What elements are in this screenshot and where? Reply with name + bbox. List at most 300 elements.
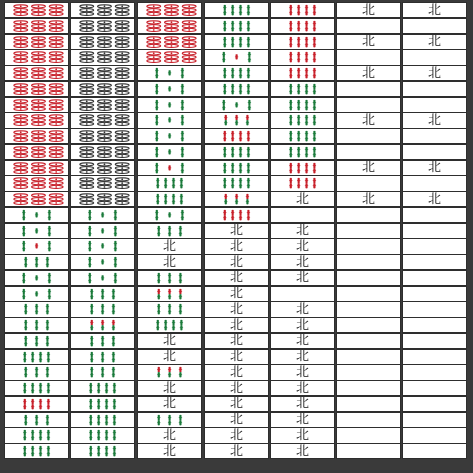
bamboo-8-tile[interactable]: [4, 427, 69, 443]
north-wind-tile[interactable]: [402, 65, 467, 81]
north-wind-tile[interactable]: [204, 238, 269, 254]
bamboo-5-icon: [205, 50, 268, 64]
empty-slot: [336, 443, 401, 459]
bamboo-4-icon: [138, 82, 201, 96]
north-wind-glyph: 北: [295, 364, 309, 380]
north-wind-tile[interactable]: [270, 333, 335, 349]
north-wind-glyph: 北: [229, 380, 243, 396]
bamboo-8-icon: [5, 381, 68, 395]
north-wind-tile[interactable]: [137, 396, 202, 412]
empty-slot: [336, 128, 401, 144]
bamboo-8-tile[interactable]: [70, 412, 135, 428]
circles-suit-icon: [5, 98, 68, 112]
bamboo-8-red-icon: [205, 129, 268, 143]
bamboo-6-red-icon: [205, 192, 268, 206]
circles-suit-tile[interactable]: [4, 160, 69, 176]
bamboo-6-tile[interactable]: [137, 223, 202, 239]
circles-suit-tile[interactable]: [4, 191, 69, 207]
bamboo-8-icon: [138, 192, 201, 206]
north-wind-tile[interactable]: [204, 380, 269, 396]
circles-suit-icon: [5, 145, 68, 159]
bamboo-4-tile[interactable]: [137, 81, 202, 97]
bamboo-6-icon: [5, 365, 68, 379]
north-wind-glyph: 北: [162, 427, 176, 443]
bamboo-4-tile[interactable]: [4, 207, 69, 223]
bamboo-8-icon: [71, 428, 134, 442]
north-wind-glyph: 北: [361, 160, 375, 176]
circles-suit-icon: [5, 19, 68, 33]
bamboo-8-icon: [71, 381, 134, 395]
bamboo-8-red-icon: [271, 3, 334, 17]
bamboo-6-icon: [5, 318, 68, 332]
empty-slot: [336, 207, 401, 223]
north-wind-tile[interactable]: [204, 349, 269, 365]
north-wind-glyph: 北: [229, 317, 243, 333]
bamboo-6-tile[interactable]: [4, 301, 69, 317]
circles-suit-tile[interactable]: [70, 97, 135, 113]
bamboo-4-icon: [71, 208, 134, 222]
bamboo-6-icon: [5, 255, 68, 269]
north-wind-glyph: 北: [295, 443, 309, 459]
empty-slot: [402, 412, 467, 428]
north-wind-tile[interactable]: [336, 34, 401, 50]
north-wind-glyph: 北: [229, 270, 243, 286]
bamboo-6-red-icon: [205, 113, 268, 127]
bamboo-8-red-tile[interactable]: [270, 175, 335, 191]
north-wind-glyph: 北: [427, 2, 441, 18]
north-wind-glyph: 北: [295, 301, 309, 317]
bamboo-4-icon: [138, 98, 201, 112]
bamboo-6-tile[interactable]: [137, 270, 202, 286]
circles-suit-tile[interactable]: [4, 18, 69, 34]
circles-suit-icon: [5, 113, 68, 127]
north-wind-tile[interactable]: [204, 270, 269, 286]
bamboo-6-tile[interactable]: [70, 301, 135, 317]
north-wind-tile[interactable]: [336, 112, 401, 128]
circles-suit-icon: [5, 66, 68, 80]
bamboo-4-icon: [5, 224, 68, 238]
bamboo-8-tile[interactable]: [204, 34, 269, 50]
empty-slot: [402, 254, 467, 270]
bamboo-4-tile[interactable]: [137, 144, 202, 160]
bamboo-6-tile[interactable]: [70, 333, 135, 349]
north-wind-tile[interactable]: [270, 349, 335, 365]
circles-suit-tile[interactable]: [70, 65, 135, 81]
empty-slot: [402, 333, 467, 349]
bamboo-5-icon: [5, 239, 68, 253]
north-wind-glyph: 北: [295, 270, 309, 286]
north-wind-tile[interactable]: [204, 364, 269, 380]
bamboo-8-icon: [205, 3, 268, 17]
north-wind-glyph: 北: [229, 412, 243, 428]
circles-suit-tile[interactable]: [4, 34, 69, 50]
circles-suit-tile[interactable]: [4, 81, 69, 97]
bamboo-6-icon: [71, 350, 134, 364]
empty-slot: [336, 333, 401, 349]
circles-suit-tile[interactable]: [137, 2, 202, 18]
north-wind-glyph: 北: [427, 65, 441, 81]
north-wind-glyph: 北: [427, 160, 441, 176]
circles-suit-tile[interactable]: [70, 128, 135, 144]
north-wind-glyph: 北: [229, 333, 243, 349]
bamboo-5-tile[interactable]: [4, 238, 69, 254]
bamboo-8-icon: [138, 176, 201, 190]
bamboo-6-red-icon: [71, 318, 134, 332]
circles-suit-icon: [71, 66, 134, 80]
north-wind-glyph: 北: [229, 396, 243, 412]
circles-suit-icon: [138, 19, 201, 33]
empty-slot: [336, 144, 401, 160]
bamboo-8-tile[interactable]: [270, 97, 335, 113]
empty-slot: [336, 223, 401, 239]
north-wind-tile[interactable]: [204, 396, 269, 412]
bamboo-8-red-icon: [271, 176, 334, 190]
north-wind-glyph: 北: [295, 238, 309, 254]
bamboo-4-tile[interactable]: [137, 207, 202, 223]
north-wind-glyph: 北: [162, 396, 176, 412]
bamboo-6-red-tile[interactable]: [137, 364, 202, 380]
circles-suit-tile[interactable]: [70, 112, 135, 128]
bamboo-8-tile[interactable]: [204, 65, 269, 81]
north-wind-glyph: 北: [162, 238, 176, 254]
bamboo-8-tile[interactable]: [204, 2, 269, 18]
north-wind-tile[interactable]: [270, 223, 335, 239]
circles-suit-icon: [71, 19, 134, 33]
bamboo-8-tile[interactable]: [270, 128, 335, 144]
north-wind-glyph: 北: [162, 333, 176, 349]
empty-slot: [336, 412, 401, 428]
circles-suit-icon: [71, 82, 134, 96]
north-wind-tile[interactable]: [336, 65, 401, 81]
empty-slot: [402, 97, 467, 113]
bamboo-8-red-tile[interactable]: [204, 207, 269, 223]
north-wind-tile[interactable]: [270, 254, 335, 270]
north-wind-tile[interactable]: [402, 34, 467, 50]
circles-suit-icon: [71, 98, 134, 112]
bamboo-8-red-tile[interactable]: [270, 49, 335, 65]
north-wind-tile[interactable]: [137, 427, 202, 443]
bamboo-6-tile[interactable]: [4, 364, 69, 380]
north-wind-tile[interactable]: [270, 317, 335, 333]
north-wind-tile[interactable]: [270, 191, 335, 207]
bamboo-6-icon: [71, 365, 134, 379]
bamboo-6-red-tile[interactable]: [70, 317, 135, 333]
bamboo-4-icon: [5, 208, 68, 222]
bamboo-6-tile[interactable]: [4, 412, 69, 428]
bamboo-8-icon: [71, 413, 134, 427]
north-wind-tile[interactable]: [137, 443, 202, 459]
north-wind-glyph: 北: [361, 34, 375, 50]
north-wind-tile[interactable]: [402, 191, 467, 207]
bamboo-4-tile[interactable]: [4, 286, 69, 302]
circles-suit-tile[interactable]: [70, 81, 135, 97]
north-wind-tile[interactable]: [204, 333, 269, 349]
bamboo-8-tile[interactable]: [4, 443, 69, 459]
bamboo-4-tile[interactable]: [4, 223, 69, 239]
bamboo-4-icon: [5, 271, 68, 285]
north-wind-tile[interactable]: [204, 443, 269, 459]
bamboo-8-red-icon: [271, 161, 334, 175]
north-wind-glyph: 北: [295, 412, 309, 428]
north-wind-tile[interactable]: [270, 427, 335, 443]
north-wind-tile[interactable]: [204, 286, 269, 302]
bamboo-4-tile[interactable]: [70, 254, 135, 270]
north-wind-glyph: 北: [229, 443, 243, 459]
circles-suit-icon: [5, 129, 68, 143]
north-wind-glyph: 北: [361, 2, 375, 18]
circles-suit-tile[interactable]: [4, 97, 69, 113]
bamboo-6-tile[interactable]: [4, 254, 69, 270]
north-wind-tile[interactable]: [336, 191, 401, 207]
north-wind-tile[interactable]: [336, 160, 401, 176]
bamboo-8-tile[interactable]: [270, 81, 335, 97]
circles-suit-icon: [5, 3, 68, 17]
empty-slot: [402, 81, 467, 97]
bamboo-6-red-tile[interactable]: [204, 191, 269, 207]
bamboo-8-icon: [271, 82, 334, 96]
empty-slot: [402, 270, 467, 286]
circles-suit-tile[interactable]: [137, 34, 202, 50]
bamboo-8-icon: [205, 161, 268, 175]
north-wind-glyph: 北: [162, 380, 176, 396]
empty-slot: [336, 286, 401, 302]
bamboo-4-tile[interactable]: [204, 97, 269, 113]
bamboo-4-icon: [138, 145, 201, 159]
bamboo-6-tile[interactable]: [137, 412, 202, 428]
bamboo-8-tile[interactable]: [204, 160, 269, 176]
circles-suit-icon: [71, 176, 134, 190]
bamboo-4-tile[interactable]: [70, 207, 135, 223]
empty-slot: [402, 175, 467, 191]
circles-suit-tile[interactable]: [4, 175, 69, 191]
north-wind-glyph: 北: [427, 34, 441, 50]
bamboo-6-tile[interactable]: [70, 364, 135, 380]
north-wind-tile[interactable]: [270, 270, 335, 286]
bamboo-8-icon: [71, 444, 134, 458]
north-wind-tile[interactable]: [204, 223, 269, 239]
bamboo-8-tile[interactable]: [204, 18, 269, 34]
bamboo-8-red-tile[interactable]: [270, 34, 335, 50]
circles-suit-tile[interactable]: [4, 128, 69, 144]
north-wind-tile[interactable]: [270, 412, 335, 428]
bamboo-6-tile[interactable]: [70, 286, 135, 302]
empty-slot: [336, 254, 401, 270]
bamboo-4-tile[interactable]: [137, 97, 202, 113]
empty-slot: [336, 349, 401, 365]
north-wind-tile[interactable]: [137, 333, 202, 349]
bamboo-8-icon: [205, 66, 268, 80]
north-wind-tile[interactable]: [137, 380, 202, 396]
bamboo-6-tile[interactable]: [70, 349, 135, 365]
empty-slot: [402, 207, 467, 223]
north-wind-tile[interactable]: [336, 2, 401, 18]
bamboo-8-tile[interactable]: [137, 175, 202, 191]
bamboo-8-red-tile[interactable]: [270, 18, 335, 34]
north-wind-tile[interactable]: [137, 254, 202, 270]
bamboo-8-tile[interactable]: [137, 317, 202, 333]
north-wind-glyph: 北: [162, 254, 176, 270]
bamboo-8-tile[interactable]: [4, 349, 69, 365]
bamboo-8-icon: [205, 35, 268, 49]
circles-suit-tile[interactable]: [70, 175, 135, 191]
circles-suit-icon: [71, 3, 134, 17]
north-wind-glyph: 北: [229, 364, 243, 380]
bamboo-4-icon: [71, 271, 134, 285]
north-wind-glyph: 北: [361, 112, 375, 128]
bamboo-4-tile[interactable]: [70, 223, 135, 239]
empty-slot: [402, 427, 467, 443]
bamboo-8-tile[interactable]: [70, 427, 135, 443]
bamboo-8-icon: [138, 318, 201, 332]
bamboo-6-icon: [138, 271, 201, 285]
north-wind-glyph: 北: [295, 317, 309, 333]
circles-suit-icon: [5, 35, 68, 49]
north-wind-tile[interactable]: [137, 349, 202, 365]
circles-suit-tile[interactable]: [4, 65, 69, 81]
circles-suit-icon: [5, 192, 68, 206]
bamboo-5-tile[interactable]: [137, 160, 202, 176]
north-wind-tile[interactable]: [402, 160, 467, 176]
bamboo-6-tile[interactable]: [4, 333, 69, 349]
empty-slot: [336, 396, 401, 412]
bamboo-4-icon: [138, 208, 201, 222]
circles-suit-tile[interactable]: [4, 2, 69, 18]
empty-slot: [270, 286, 335, 302]
bamboo-6-red-tile[interactable]: [204, 112, 269, 128]
bamboo-8-tile[interactable]: [70, 443, 135, 459]
north-wind-glyph: 北: [295, 380, 309, 396]
bamboo-8-tile[interactable]: [270, 112, 335, 128]
bamboo-6-icon: [138, 224, 201, 238]
bamboo-8-tile[interactable]: [204, 175, 269, 191]
bamboo-8-tile[interactable]: [204, 81, 269, 97]
bamboo-8-tile[interactable]: [204, 144, 269, 160]
north-wind-glyph: 北: [229, 286, 243, 302]
circles-suit-tile[interactable]: [4, 49, 69, 65]
circles-suit-icon: [71, 35, 134, 49]
empty-slot: [336, 380, 401, 396]
bamboo-8-tile[interactable]: [4, 380, 69, 396]
bamboo-8-tile[interactable]: [270, 144, 335, 160]
bamboo-6-icon: [5, 413, 68, 427]
bamboo-8-icon: [205, 145, 268, 159]
north-wind-tile[interactable]: [270, 396, 335, 412]
north-wind-tile[interactable]: [270, 380, 335, 396]
north-wind-tile[interactable]: [204, 427, 269, 443]
bamboo-6-tile[interactable]: [4, 317, 69, 333]
bamboo-8-red-tile[interactable]: [4, 396, 69, 412]
circles-suit-icon: [138, 50, 201, 64]
bamboo-4-icon: [138, 129, 201, 143]
bamboo-4-tile[interactable]: [70, 238, 135, 254]
bamboo-8-red-icon: [271, 19, 334, 33]
circles-suit-icon: [5, 176, 68, 190]
north-wind-tile[interactable]: [270, 238, 335, 254]
bamboo-6-red-icon: [138, 287, 201, 301]
north-wind-tile[interactable]: [204, 317, 269, 333]
north-wind-tile[interactable]: [270, 301, 335, 317]
empty-slot: [402, 286, 467, 302]
bamboo-8-tile[interactable]: [70, 380, 135, 396]
bamboo-6-tile[interactable]: [137, 301, 202, 317]
bamboo-5-tile[interactable]: [204, 49, 269, 65]
north-wind-glyph: 北: [162, 443, 176, 459]
bamboo-4-tile[interactable]: [70, 270, 135, 286]
north-wind-glyph: 北: [427, 112, 441, 128]
circles-suit-icon: [138, 35, 201, 49]
north-wind-tile[interactable]: [270, 443, 335, 459]
north-wind-tile[interactable]: [402, 2, 467, 18]
bamboo-8-tile[interactable]: [137, 191, 202, 207]
north-wind-tile[interactable]: [402, 112, 467, 128]
circles-suit-tile[interactable]: [70, 18, 135, 34]
north-wind-glyph: 北: [295, 333, 309, 349]
bamboo-4-tile[interactable]: [137, 128, 202, 144]
circles-suit-tile[interactable]: [4, 144, 69, 160]
circles-suit-tile[interactable]: [70, 2, 135, 18]
bamboo-4-tile[interactable]: [137, 65, 202, 81]
north-wind-glyph: 北: [229, 349, 243, 365]
circles-suit-tile[interactable]: [70, 49, 135, 65]
bamboo-8-icon: [271, 129, 334, 143]
circles-suit-tile[interactable]: [70, 160, 135, 176]
bamboo-6-icon: [71, 302, 134, 316]
circles-suit-icon: [71, 145, 134, 159]
bamboo-6-icon: [138, 302, 201, 316]
north-wind-glyph: 北: [295, 427, 309, 443]
bamboo-8-red-tile[interactable]: [270, 2, 335, 18]
empty-slot: [402, 443, 467, 459]
bamboo-4-icon: [71, 224, 134, 238]
bamboo-6-icon: [5, 334, 68, 348]
circles-suit-tile[interactable]: [70, 34, 135, 50]
circles-suit-tile[interactable]: [137, 18, 202, 34]
circles-suit-tile[interactable]: [4, 112, 69, 128]
circles-suit-tile[interactable]: [70, 191, 135, 207]
empty-slot: [402, 238, 467, 254]
bamboo-8-icon: [5, 428, 68, 442]
bamboo-8-tile[interactable]: [70, 396, 135, 412]
empty-slot: [402, 396, 467, 412]
circles-suit-icon: [71, 161, 134, 175]
north-wind-glyph: 北: [427, 191, 441, 207]
bamboo-4-tile[interactable]: [137, 112, 202, 128]
bamboo-8-icon: [205, 19, 268, 33]
circles-suit-tile[interactable]: [70, 144, 135, 160]
bamboo-8-red-tile[interactable]: [204, 128, 269, 144]
empty-slot: [402, 317, 467, 333]
circles-suit-tile[interactable]: [137, 49, 202, 65]
north-wind-tile[interactable]: [204, 412, 269, 428]
north-wind-glyph: 北: [229, 223, 243, 239]
bamboo-8-icon: [271, 145, 334, 159]
circles-suit-icon: [71, 113, 134, 127]
circles-suit-icon: [71, 50, 134, 64]
north-wind-tile[interactable]: [270, 364, 335, 380]
bamboo-8-red-tile[interactable]: [270, 160, 335, 176]
bamboo-8-red-tile[interactable]: [270, 65, 335, 81]
bamboo-6-red-tile[interactable]: [137, 286, 202, 302]
bamboo-4-icon: [138, 113, 201, 127]
north-wind-tile[interactable]: [137, 238, 202, 254]
empty-slot: [402, 380, 467, 396]
bamboo-4-tile[interactable]: [4, 270, 69, 286]
empty-slot: [336, 81, 401, 97]
north-wind-tile[interactable]: [204, 254, 269, 270]
north-wind-glyph: 北: [295, 349, 309, 365]
north-wind-tile[interactable]: [204, 301, 269, 317]
empty-slot: [336, 49, 401, 65]
